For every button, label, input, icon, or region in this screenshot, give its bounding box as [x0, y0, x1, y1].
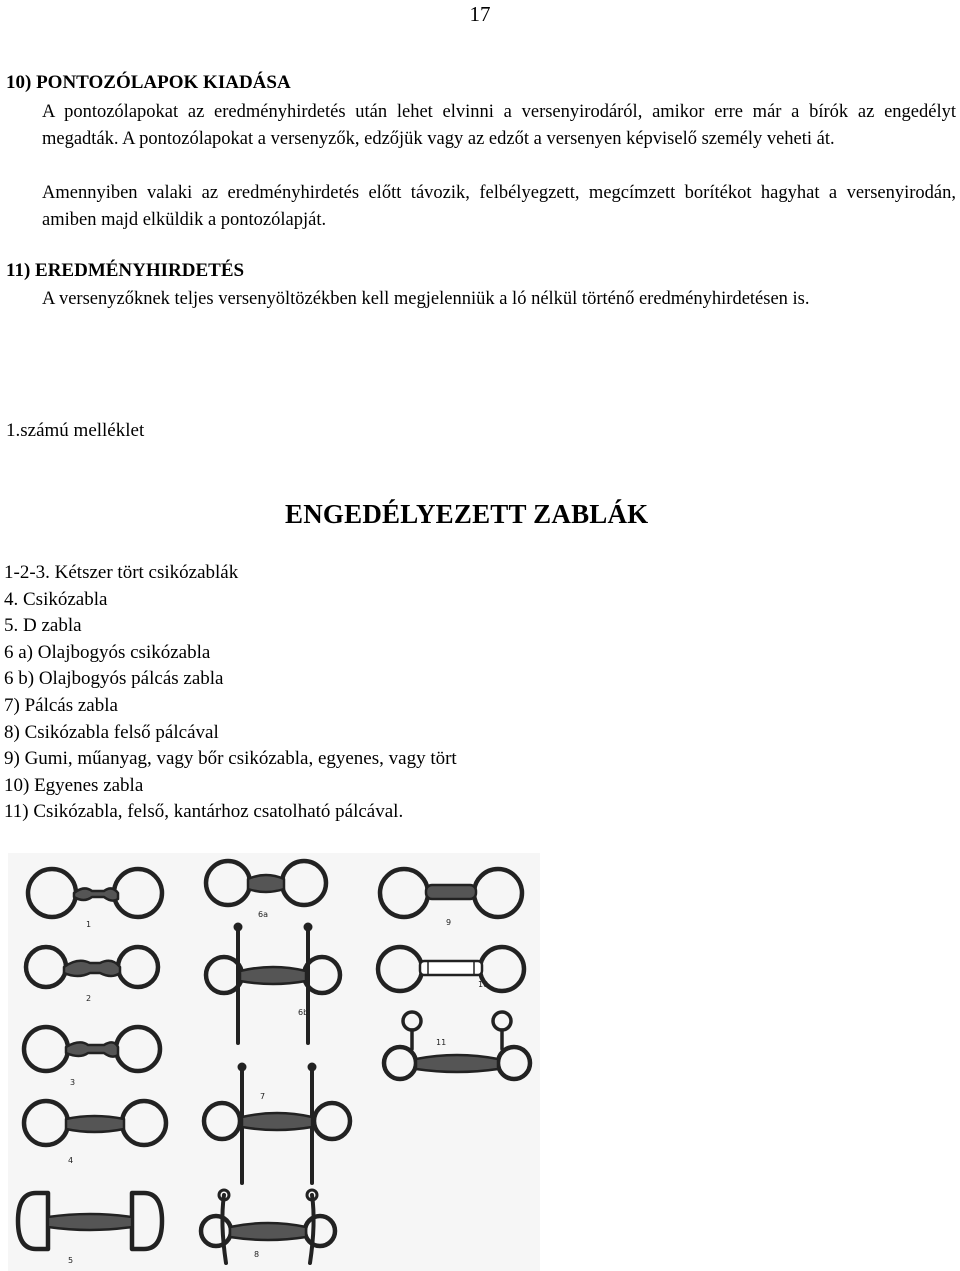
list-item: 6 a) Olajbogyós csikózabla	[4, 641, 211, 663]
list-item: 11) Csikózabla, felső, kantárhoz csatolható pálcával.	[4, 801, 404, 823]
list-item: 10) Egyenes zabla	[4, 774, 144, 796]
annex-label: 1.számú melléklet	[6, 420, 145, 441]
bit-6a-label: 6a	[258, 910, 268, 919]
bit-6b-label: 6b	[298, 1008, 309, 1017]
list-item: 5. D zabla	[4, 615, 82, 637]
list-item: 6 b) Olajbogyós pálcás zabla	[4, 668, 224, 690]
section-10-paragraph-2: Amennyiben valaki az eredményhirdetés előtt távozik, felbélyegzett, megcímzett borítékot hagyhat a versenyirodán, amiben majd elküldik a pontozólapját.	[42, 183, 956, 230]
bit-3-label: 3	[70, 1078, 76, 1087]
bit-8-label: 8	[254, 1250, 260, 1259]
bit-2-label: 2	[86, 994, 92, 1003]
list-item: 8) Csikózabla felső pálcával	[4, 721, 219, 743]
bit-1-label: 1	[86, 920, 92, 929]
bit-7-label: 7	[260, 1092, 266, 1101]
page-number: 17	[469, 2, 491, 26]
bit-10-label: 10	[478, 980, 489, 989]
bit-4-label: 4	[68, 1156, 74, 1165]
list-item: 4. Csikózabla	[4, 588, 108, 610]
page-title: ENGEDÉLYEZETT ZABLÁK	[285, 499, 649, 529]
list-item: 1-2-3. Kétszer tört csikózablák	[4, 562, 239, 583]
section-10-paragraph-1: A pontozólapokat az eredményhirdetés után lehet elvinni a versenyirodáról, amikor erre már a bírók az engedélyt megadták. A pontozólapokat a versenyzők, edzőjük vagy az edzőt a versenyen képviselő személy veheti át.	[42, 102, 956, 149]
list-item: 9) Gumi, műanyag, vagy bőr csikózabla, egyenes, vagy tört	[4, 748, 457, 770]
bit-9-label: 9	[446, 918, 452, 927]
section-11-heading: 11) EREDMÉNYHIRDETÉS	[6, 260, 245, 281]
bit-5-label: 5	[68, 1256, 74, 1265]
bits-illustration	[8, 853, 540, 1271]
bit-11-label: 11	[436, 1038, 447, 1047]
bit-list	[4, 560, 457, 826]
list-item: 7) Pálcás zabla	[4, 694, 118, 716]
section-10-heading: 10) PONTOZÓLAPOK KIADÁSA	[6, 72, 291, 93]
section-11-paragraph-1: A versenyzőknek teljes versenyöltözékben kell megjelenniük a ló nélkül történő eredményhirdetésen is.	[42, 289, 810, 309]
